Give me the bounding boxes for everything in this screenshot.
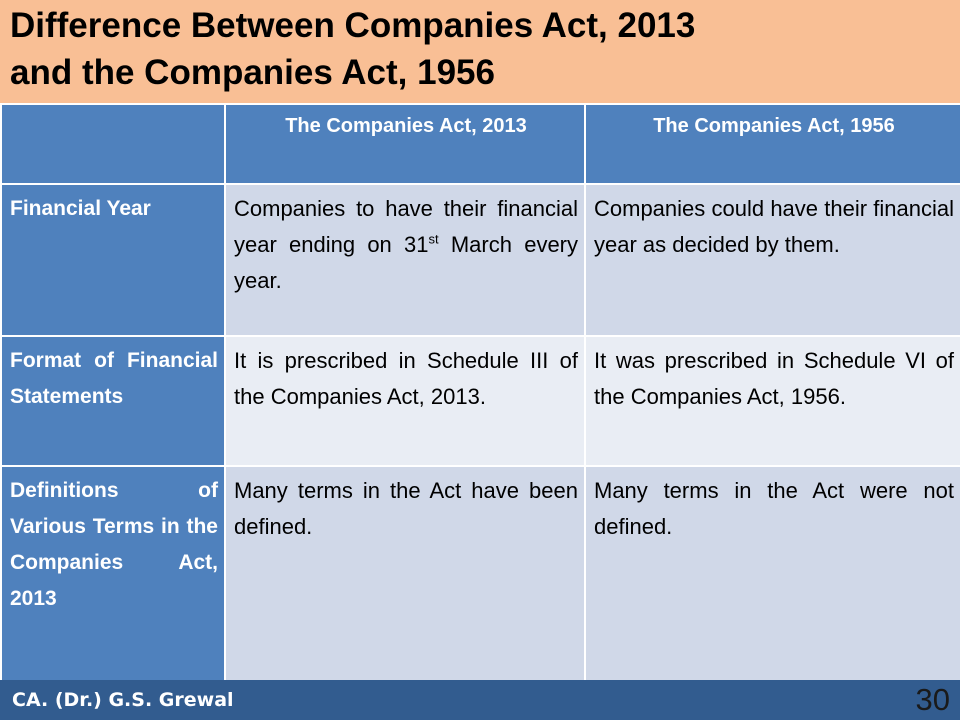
row-label-definitions [1,466,225,681]
header-label-1956: The Companies Act, 1956 [653,115,895,137]
row-label-format [1,336,225,466]
table-row [1,336,960,466]
row-label-text: Format of Financial Statements [10,349,218,408]
author-name: CA. (Dr.) G.S. Grewal [12,689,234,711]
cell-2013-definitions [225,466,585,681]
row-label-text: Definitions of Various Terms in the Companies Act, 2013 [10,479,218,610]
cell-1956-financial-year [585,184,960,336]
table-row [1,184,960,336]
cell-text-tail: March every year. [234,232,579,293]
footer-bar [0,680,960,720]
cell-2013-format [225,336,585,466]
cell-text: Many terms in the Act were not defined. [594,478,954,539]
row-label-financial-year [1,184,225,336]
cell-text: Many terms in the Act have been defined. [234,478,578,539]
title-bar [0,0,960,103]
ordinal-suffix: st [428,231,439,247]
header-cell-2013 [225,104,585,184]
cell-1956-definitions [585,466,960,681]
table-header-row [1,104,960,184]
page-number: 30 [915,682,950,717]
cell-2013-financial-year [225,184,585,336]
header-cell-empty [1,104,225,184]
slide-title-line-2: and the Companies Act, 1956 [10,53,495,92]
comparison-table [0,103,960,682]
row-label-text: Financial Year [10,197,151,220]
cell-text: It is prescribed in Schedule III of the Companies Act, 2013. [234,348,578,409]
cell-text: Companies could have their financial year as decided by them. [594,196,954,257]
header-label-2013: The Companies Act, 2013 [285,115,527,137]
cell-text: It was prescribed in Schedule VI of the Companies Act, 1956. [594,348,954,409]
table-row [1,466,960,681]
header-cell-1956 [585,104,960,184]
cell-1956-format [585,336,960,466]
cell-text-main: Companies to have their financial year ending on 31 [234,196,578,257]
slide-title-line-1: Difference Between Companies Act, 2013 [10,6,696,45]
